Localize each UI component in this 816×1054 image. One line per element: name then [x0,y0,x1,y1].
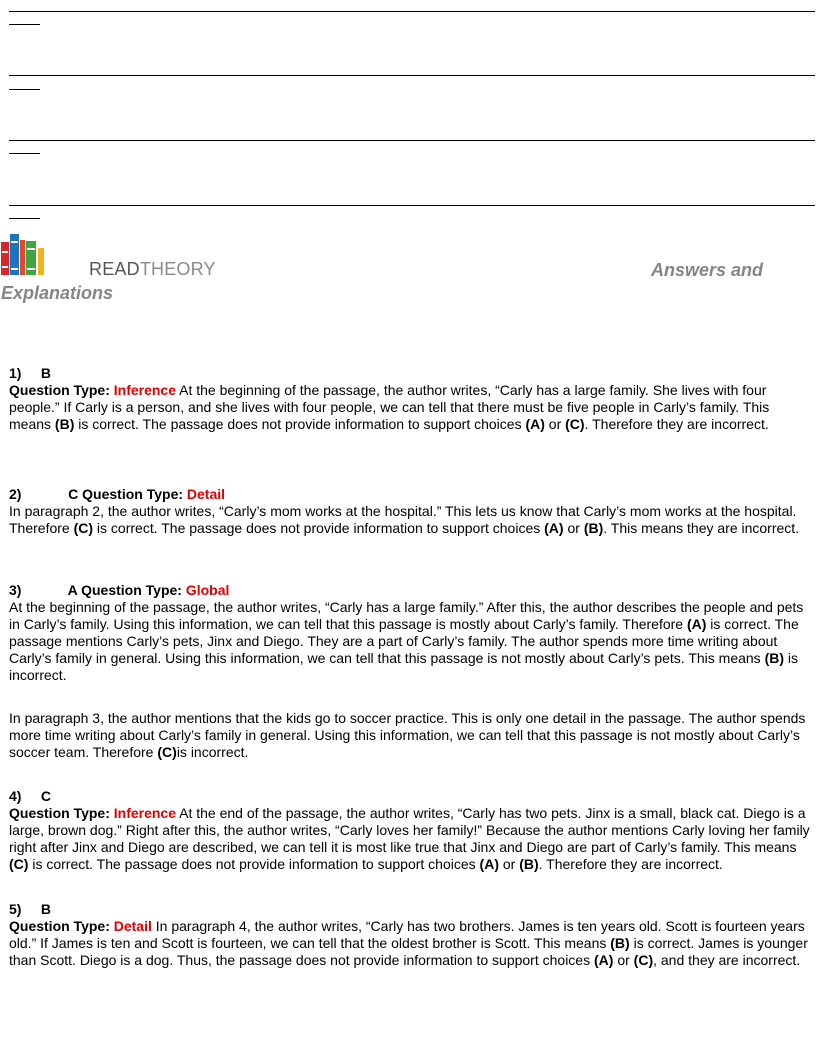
answer-header [9,788,815,805]
answer-block-1 [9,365,815,433]
question-number: 4) [9,788,22,804]
book-orange-icon [20,240,25,275]
explanation-text: At the beginning of the passage, the author writes, “Carly has a large family.” After this, the author describes the people and pets in Carly’s family. Using this information, we can tell that this passage is mostly about Carly’s family. Therefore (A) is correct. The passage mentions Carly’s pets, Jinx and Diego. They are a part of Carly’s family. The author spends more time writing about Carly’s family in general. Using this information, we can tell that this passage is not mostly about Carly’s pets. This means (B) is incorrect. [9,599,804,683]
answer-line-rule [9,140,815,141]
page-title-continued: Explanations [1,283,114,303]
explanation-text: Question Type: Inference At the beginning of the passage, the author writes, “Carly has a large family. She lives with four people.” If Carly is a person, and she lives with four people, we can tell that there must be five people in Carly’s family. This means (B) is correct. The passage does not provide information to support choices (A) or (C). Therefore they are incorrect. [9,382,770,432]
question-number: 1) [9,365,22,381]
answer-letter: C [68,486,79,502]
page-title: Answers and [651,260,764,280]
explanation-text: Question Type: Detail In paragraph 4, the author writes, “Carly has two brothers. James is ten years old. Scott is fourteen years old.” If James is ten and Scott is fourteen, we can tell that the oldest brother is Scott. This means (B) is correct. James is younger than Scott. Diego is a dog. Thus, the passage does not provide information to support choices (A) or (C), and they are incorrect. [9,918,808,968]
book-yellow-icon [38,248,44,275]
answer-block-4 [9,788,815,873]
question-type-value: Detail [113,918,152,934]
answer-block-5 [9,901,815,969]
question-type-label: Question Type: [81,582,182,598]
answer-header [9,582,815,599]
answer-letter: C [40,788,52,804]
question-type-label: Question Type: [9,382,110,398]
answer-line-rule [9,75,815,76]
question-type-label: Question Type: [9,805,110,821]
answer-line-rule [9,11,815,12]
answer-letter: B [40,365,52,381]
answer-header [9,486,815,503]
explanation-text-continued: In paragraph 3, the author mentions that the kids go to soccer practice. This is only one detail in the passage. The author spends more time writing about Carly’s family in general. Using this information, we can tell that this passage is not mostly about Carly’s soccer team. Therefore (C)is incorrect. [9,710,806,760]
answer-line-stub [9,218,40,219]
answer-line-stub [9,24,40,25]
answer-line-stub [9,89,40,90]
brand-wordmark [89,258,216,280]
question-number: 3) [9,582,22,598]
question-type-label: Question Type: [82,486,184,502]
book-red-icon [1,242,9,275]
question-type-value: Inference [113,805,176,821]
brand-bold: READ [89,259,140,279]
question-type-value: Detail [186,486,226,502]
answer-block-3 [9,582,815,761]
answer-header [9,365,815,382]
answer-line-rule [9,205,815,206]
question-number: 5) [9,901,22,917]
readtheory-logo-icon [0,232,46,276]
brand-light: THEORY [139,259,216,279]
question-type-value: Global [185,582,230,598]
answer-letter: A [67,582,78,598]
explanation-text: In paragraph 2, the author writes, “Carly’s mom works at the hospital.” This lets us know that Carly’s mom works at the hospital. Therefore (C) is correct. The passage does not provide information to support choices (A) or (B). This means they are incorrect. [9,503,800,536]
question-number: 2) [9,486,22,502]
answer-header [9,901,815,918]
answer-letter: B [40,901,52,917]
answer-line-stub [9,153,40,154]
explanation-text: Question Type: Inference At the end of the passage, the author writes, “Carly has two pets. Jinx is a small, black cat. Diego is a large, brown dog.” Right after this, the author writes, “Carly loves her family!” Because the author mentions Carly loving her family right after Jinx and Diego are described, we can tell it is most like true that Jinx and Diego are part of Carly’s family. This means (C) is correct. The passage does not provide information to support choices (A) or (B). Therefore they are incorrect. [9,805,810,872]
question-type-label: Question Type: [9,918,110,934]
answer-block-2 [9,486,815,537]
question-type-value: Inference [113,382,176,398]
